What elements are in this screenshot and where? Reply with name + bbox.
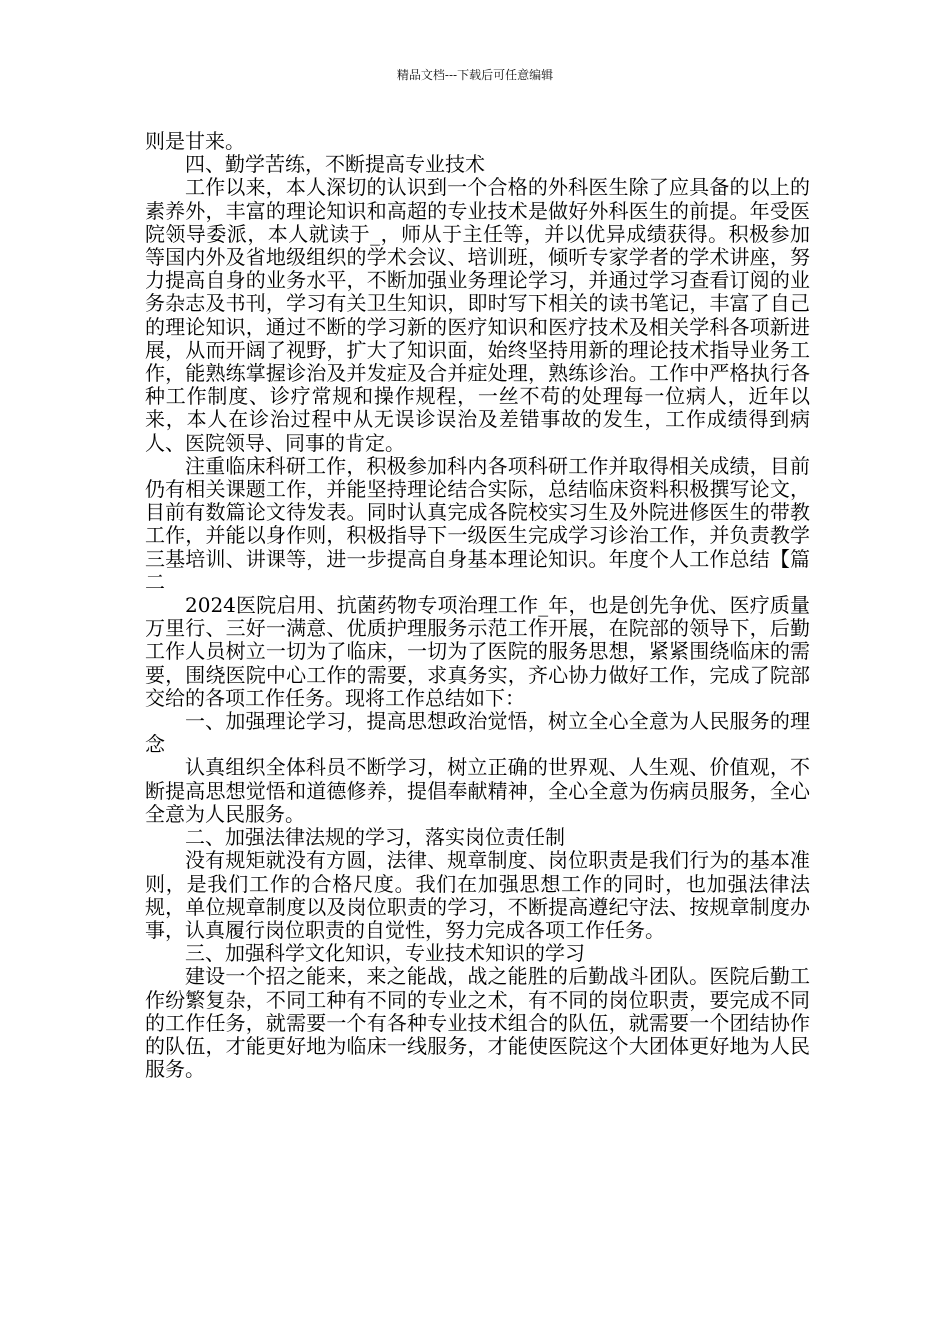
- section-heading: 四、勤学苦练，不断提高专业技术: [185, 152, 485, 177]
- paragraph: 认真组织全体科员不断学习，树立正确的世界观、人生观、价值观，不断提高思想觉悟和道德修养，提倡奉献精神，全心全意为伤病员服务，全心全意为人民服务。: [145, 755, 810, 826]
- paragraph: 没有规矩就没有方圆，法律、规章制度、岗位职责是我们行为的基本准则，是我们工作的合格尺度。我们在加强思想工作的同时，也加强法律法规，单位规章制度以及岗位职责的学习，不断提高遵纪守法、按规章制度办事，认真履行岗位职责的自觉性，努力完成各项工作任务。: [145, 848, 810, 942]
- section-heading: 一、加强理论学习，提高思想政治觉悟，树立全心全意为人民服务的理念: [145, 709, 810, 757]
- paragraph: 注重临床科研工作，积极参加科内各项科研工作并取得相关成绩，目前仍有相关课题工作，并能坚持理论结合实际，总结临床资料积极撰写论文，目前有数篇论文待发表。同时认真完成各院校实习生及外院进修医生的带教工作，并能以身作则，积极指导下一级医生完成学习诊治工作，并负责教学三基培训、讲课等，进一步提高自身基本理论知识。年度个人工作总结【篇二: [145, 453, 810, 594]
- section-heading: 二、加强法律法规的学习，落实岗位责任制: [185, 825, 565, 850]
- paragraph: 则是甘来。: [145, 129, 245, 153]
- paragraph: 2024医院启用、抗菌药物专项治理工作_年，也是创先争优、医疗质量万里行、三好一满意、优质护理服务示范工作开展，在院部的领导下，后勤工作人员树立一切为了临床，一切为了医院的服务思想，紧紧围绕临床的需要，围绕医院中心工作的需要，求真务实，齐心协力做好工作，完成了院部交给的各项工作任务。现将工作总结如下：: [145, 593, 810, 710]
- page-header: 精品文档---下载后可任意编辑: [396, 68, 554, 82]
- paragraph: 建设一个招之能来，来之能战，战之能胜的后勤战斗团队。医院后勤工作纷繁复杂，不同工种有不同的专业之术，有不同的岗位职责，要完成不同的工作任务，就需要一个有各种专业技术组合的队伍，就需要一个团结协作的队伍，才能更好地为临床一线服务，才能使医院这个大团体更好地为人民服务。: [145, 964, 810, 1082]
- paragraph: 工作以来，本人深切的认识到一个合格的外科医生除了应具备的以上的素养外，丰富的理论知识和高超的专业技术是做好外科医生的前提。年受医院领导委派，本人就读于_，师从于主任等，并以优异成绩获得。积极参加等国内外及省地级组织的学术会议、培训班，倾听专家学者的学术讲座，努力提高自身的业务水平，不断加强业务理论学习，并通过学习查看订阅的业务杂志及书刊，学习有关卫生知识，即时写下相关的读书笔记，丰富了自己的理论知识，通过不断的学习新的医疗知识和医疗技术及相关学科各项新进展，从而开阔了视野，扩大了知识面，始终坚持用新的理论技术指导业务工作，能熟练掌握诊治及并发症及合并症处理，熟练诊治。工作中严格执行各种工作制度、诊疗常规和操作规程，一丝不苟的处理每一位病人，近年以来，本人在诊治过程中从无误诊误治及差错事故的发生，工作成绩得到病人、医院领导、同事的肯定。: [145, 175, 810, 455]
- document-body: [145, 130, 810, 1081]
- section-heading: 三、加强科学文化知识，专业技术知识的学习: [185, 941, 585, 966]
